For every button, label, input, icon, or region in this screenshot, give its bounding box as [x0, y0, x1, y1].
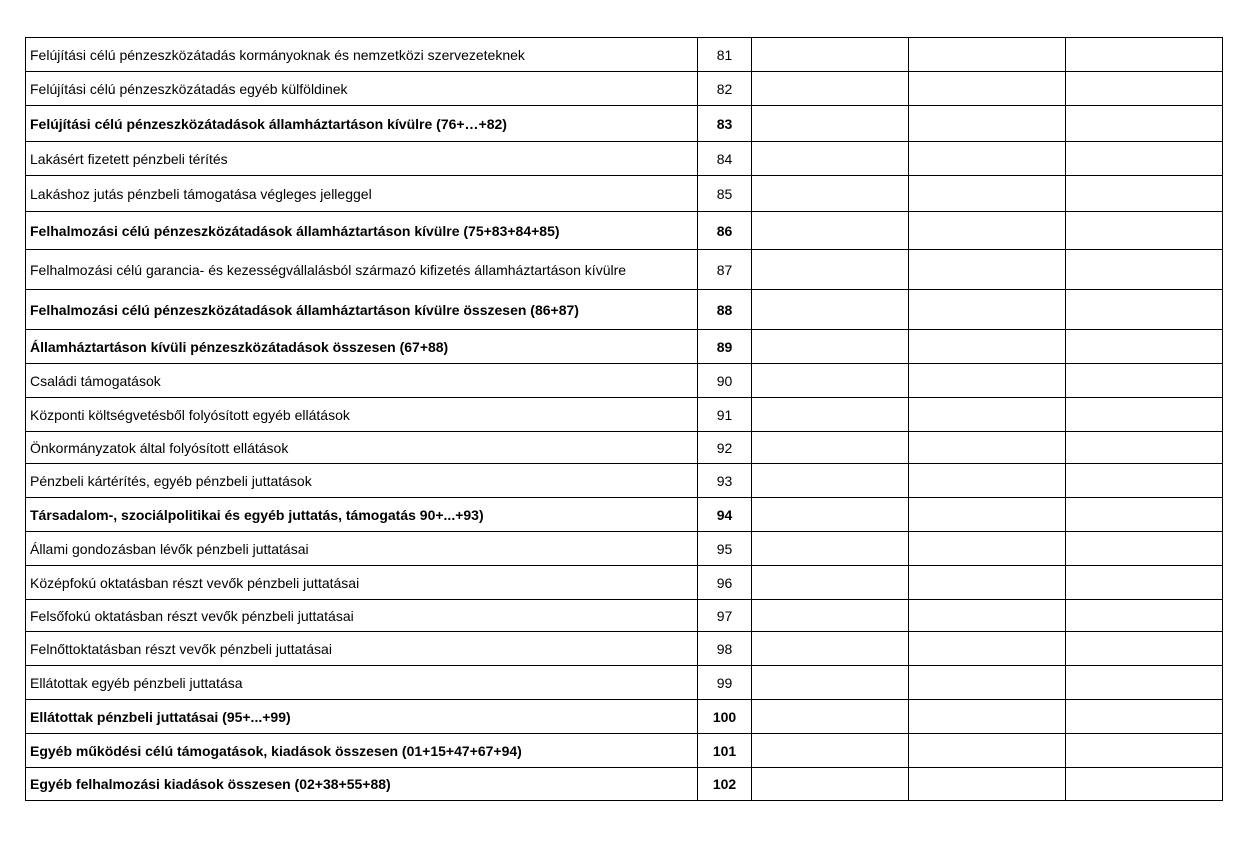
- row-label: Felnőttoktatásban részt vevők pénzbeli juttatásai: [26, 632, 698, 666]
- value-cell-3[interactable]: [1066, 142, 1223, 176]
- value-cell-3[interactable]: [1066, 498, 1223, 532]
- row-code: 89: [698, 330, 752, 364]
- table-row: [26, 734, 1223, 768]
- value-cell-1[interactable]: [752, 72, 909, 106]
- row-code: 91: [698, 398, 752, 432]
- value-cell-3[interactable]: [1066, 398, 1223, 432]
- value-cell-3[interactable]: [1066, 364, 1223, 398]
- row-label: Ellátottak pénzbeli juttatásai (95+...+99): [26, 700, 698, 734]
- value-cell-3[interactable]: [1066, 176, 1223, 212]
- value-cell-1[interactable]: [752, 106, 909, 142]
- row-label: Felhalmozási célú garancia- és kezességvállalásból származó kifizetés államháztartáson kívülre: [26, 250, 698, 290]
- row-label: Középfokú oktatásban részt vevők pénzbeli juttatásai: [26, 566, 698, 600]
- row-code: 94: [698, 498, 752, 532]
- table-row: [26, 38, 1223, 72]
- value-cell-2[interactable]: [909, 398, 1066, 432]
- value-cell-3[interactable]: [1066, 734, 1223, 768]
- table-row: [26, 632, 1223, 666]
- table-row: [26, 600, 1223, 632]
- row-code: 98: [698, 632, 752, 666]
- row-label: Felújítási célú pénzeszközátadás egyéb külföldinek: [26, 72, 698, 106]
- value-cell-1[interactable]: [752, 38, 909, 72]
- table-row: [26, 432, 1223, 464]
- row-code: 100: [698, 700, 752, 734]
- form-table: [25, 37, 1223, 801]
- table-row: [26, 768, 1223, 801]
- row-code: 84: [698, 142, 752, 176]
- row-label: Állami gondozásban lévők pénzbeli juttatásai: [26, 532, 698, 566]
- value-cell-2[interactable]: [909, 566, 1066, 600]
- row-code: 90: [698, 364, 752, 398]
- row-code: 92: [698, 432, 752, 464]
- value-cell-1[interactable]: [752, 498, 909, 532]
- value-cell-1[interactable]: [752, 432, 909, 464]
- row-code: 87: [698, 250, 752, 290]
- value-cell-2[interactable]: [909, 142, 1066, 176]
- row-label: Ellátottak egyéb pénzbeli juttatása: [26, 666, 698, 700]
- value-cell-1[interactable]: [752, 142, 909, 176]
- value-cell-2[interactable]: [909, 364, 1066, 398]
- value-cell-3[interactable]: [1066, 106, 1223, 142]
- value-cell-3[interactable]: [1066, 566, 1223, 600]
- value-cell-1[interactable]: [752, 176, 909, 212]
- row-code: 85: [698, 176, 752, 212]
- value-cell-3[interactable]: [1066, 632, 1223, 666]
- value-cell-1[interactable]: [752, 364, 909, 398]
- row-label: Felújítási célú pénzeszközátadások államháztartáson kívülre (76+…+82): [26, 106, 698, 142]
- row-label: Egyéb felhalmozási kiadások összesen (02+38+55+88): [26, 768, 698, 801]
- row-label: Felsőfokú oktatásban részt vevők pénzbeli juttatásai: [26, 600, 698, 632]
- table-row: [26, 212, 1223, 250]
- value-cell-3[interactable]: [1066, 72, 1223, 106]
- value-cell-2[interactable]: [909, 666, 1066, 700]
- row-label: Pénzbeli kártérítés, egyéb pénzbeli juttatások: [26, 464, 698, 498]
- value-cell-1[interactable]: [752, 566, 909, 600]
- value-cell-2[interactable]: [909, 330, 1066, 364]
- value-cell-2[interactable]: [909, 632, 1066, 666]
- row-code: 97: [698, 600, 752, 632]
- table-row: [26, 330, 1223, 364]
- value-cell-2[interactable]: [909, 498, 1066, 532]
- row-label: Felújítási célú pénzeszközátadás kormányoknak és nemzetközi szervezeteknek: [26, 38, 698, 72]
- table-row: [26, 364, 1223, 398]
- value-cell-2[interactable]: [909, 72, 1066, 106]
- row-label: Lakáshoz jutás pénzbeli támogatása végleges jelleggel: [26, 176, 698, 212]
- table-row: [26, 142, 1223, 176]
- table-row: [26, 464, 1223, 498]
- row-label: Társadalom-, szociálpolitikai és egyéb juttatás, támogatás 90+...+93): [26, 498, 698, 532]
- row-label: Önkormányzatok által folyósított ellátások: [26, 432, 698, 464]
- table-row: [26, 532, 1223, 566]
- row-label: Felhalmozási célú pénzeszközátadások államháztartáson kívülre összesen (86+87): [26, 290, 698, 330]
- table-row: [26, 106, 1223, 142]
- table-row: [26, 666, 1223, 700]
- row-code: 86: [698, 212, 752, 250]
- row-label: Államháztartáson kívüli pénzeszközátadások összesen (67+88): [26, 330, 698, 364]
- row-code: 93: [698, 464, 752, 498]
- value-cell-1[interactable]: [752, 666, 909, 700]
- row-label: Lakásért fizetett pénzbeli térítés: [26, 142, 698, 176]
- row-label: Családi támogatások: [26, 364, 698, 398]
- value-cell-2[interactable]: [909, 600, 1066, 632]
- table-body: [26, 38, 1223, 801]
- table-row: [26, 176, 1223, 212]
- value-cell-2[interactable]: [909, 290, 1066, 330]
- value-cell-3[interactable]: [1066, 600, 1223, 632]
- value-cell-1[interactable]: [752, 632, 909, 666]
- value-cell-2[interactable]: [909, 38, 1066, 72]
- row-code: 101: [698, 734, 752, 768]
- value-cell-1[interactable]: [752, 464, 909, 498]
- value-cell-2[interactable]: [909, 250, 1066, 290]
- row-code: 95: [698, 532, 752, 566]
- value-cell-1[interactable]: [752, 600, 909, 632]
- value-cell-3[interactable]: [1066, 290, 1223, 330]
- row-code: 96: [698, 566, 752, 600]
- value-cell-1[interactable]: [752, 734, 909, 768]
- row-code: 102: [698, 768, 752, 801]
- value-cell-1[interactable]: [752, 700, 909, 734]
- value-cell-3[interactable]: [1066, 330, 1223, 364]
- table-row: [26, 398, 1223, 432]
- value-cell-2[interactable]: [909, 700, 1066, 734]
- table-row: [26, 498, 1223, 532]
- row-code: 88: [698, 290, 752, 330]
- value-cell-2[interactable]: [909, 106, 1066, 142]
- table-row: [26, 72, 1223, 106]
- value-cell-1[interactable]: [752, 398, 909, 432]
- value-cell-1[interactable]: [752, 290, 909, 330]
- value-cell-2[interactable]: [909, 532, 1066, 566]
- row-label: Egyéb működési célú támogatások, kiadások összesen (01+15+47+67+94): [26, 734, 698, 768]
- row-code: 82: [698, 72, 752, 106]
- row-code: 81: [698, 38, 752, 72]
- table-row: [26, 566, 1223, 600]
- value-cell-3[interactable]: [1066, 212, 1223, 250]
- value-cell-3[interactable]: [1066, 768, 1223, 801]
- value-cell-3[interactable]: [1066, 666, 1223, 700]
- value-cell-2[interactable]: [909, 212, 1066, 250]
- value-cell-3[interactable]: [1066, 464, 1223, 498]
- value-cell-3[interactable]: [1066, 250, 1223, 290]
- table-row: [26, 700, 1223, 734]
- value-cell-1[interactable]: [752, 212, 909, 250]
- row-label: Felhalmozási célú pénzeszközátadások államháztartáson kívülre (75+83+84+85): [26, 212, 698, 250]
- value-cell-1[interactable]: [752, 330, 909, 364]
- table-row: [26, 250, 1223, 290]
- row-code: 99: [698, 666, 752, 700]
- value-cell-3[interactable]: [1066, 38, 1223, 72]
- value-cell-2[interactable]: [909, 734, 1066, 768]
- row-code: 83: [698, 106, 752, 142]
- value-cell-3[interactable]: [1066, 432, 1223, 464]
- value-cell-1[interactable]: [752, 768, 909, 801]
- value-cell-1[interactable]: [752, 250, 909, 290]
- value-cell-2[interactable]: [909, 464, 1066, 498]
- value-cell-3[interactable]: [1066, 700, 1223, 734]
- table-row: [26, 290, 1223, 330]
- row-label: Központi költségvetésből folyósított egyéb ellátások: [26, 398, 698, 432]
- value-cell-2[interactable]: [909, 768, 1066, 801]
- value-cell-2[interactable]: [909, 176, 1066, 212]
- value-cell-3[interactable]: [1066, 532, 1223, 566]
- value-cell-1[interactable]: [752, 532, 909, 566]
- value-cell-2[interactable]: [909, 432, 1066, 464]
